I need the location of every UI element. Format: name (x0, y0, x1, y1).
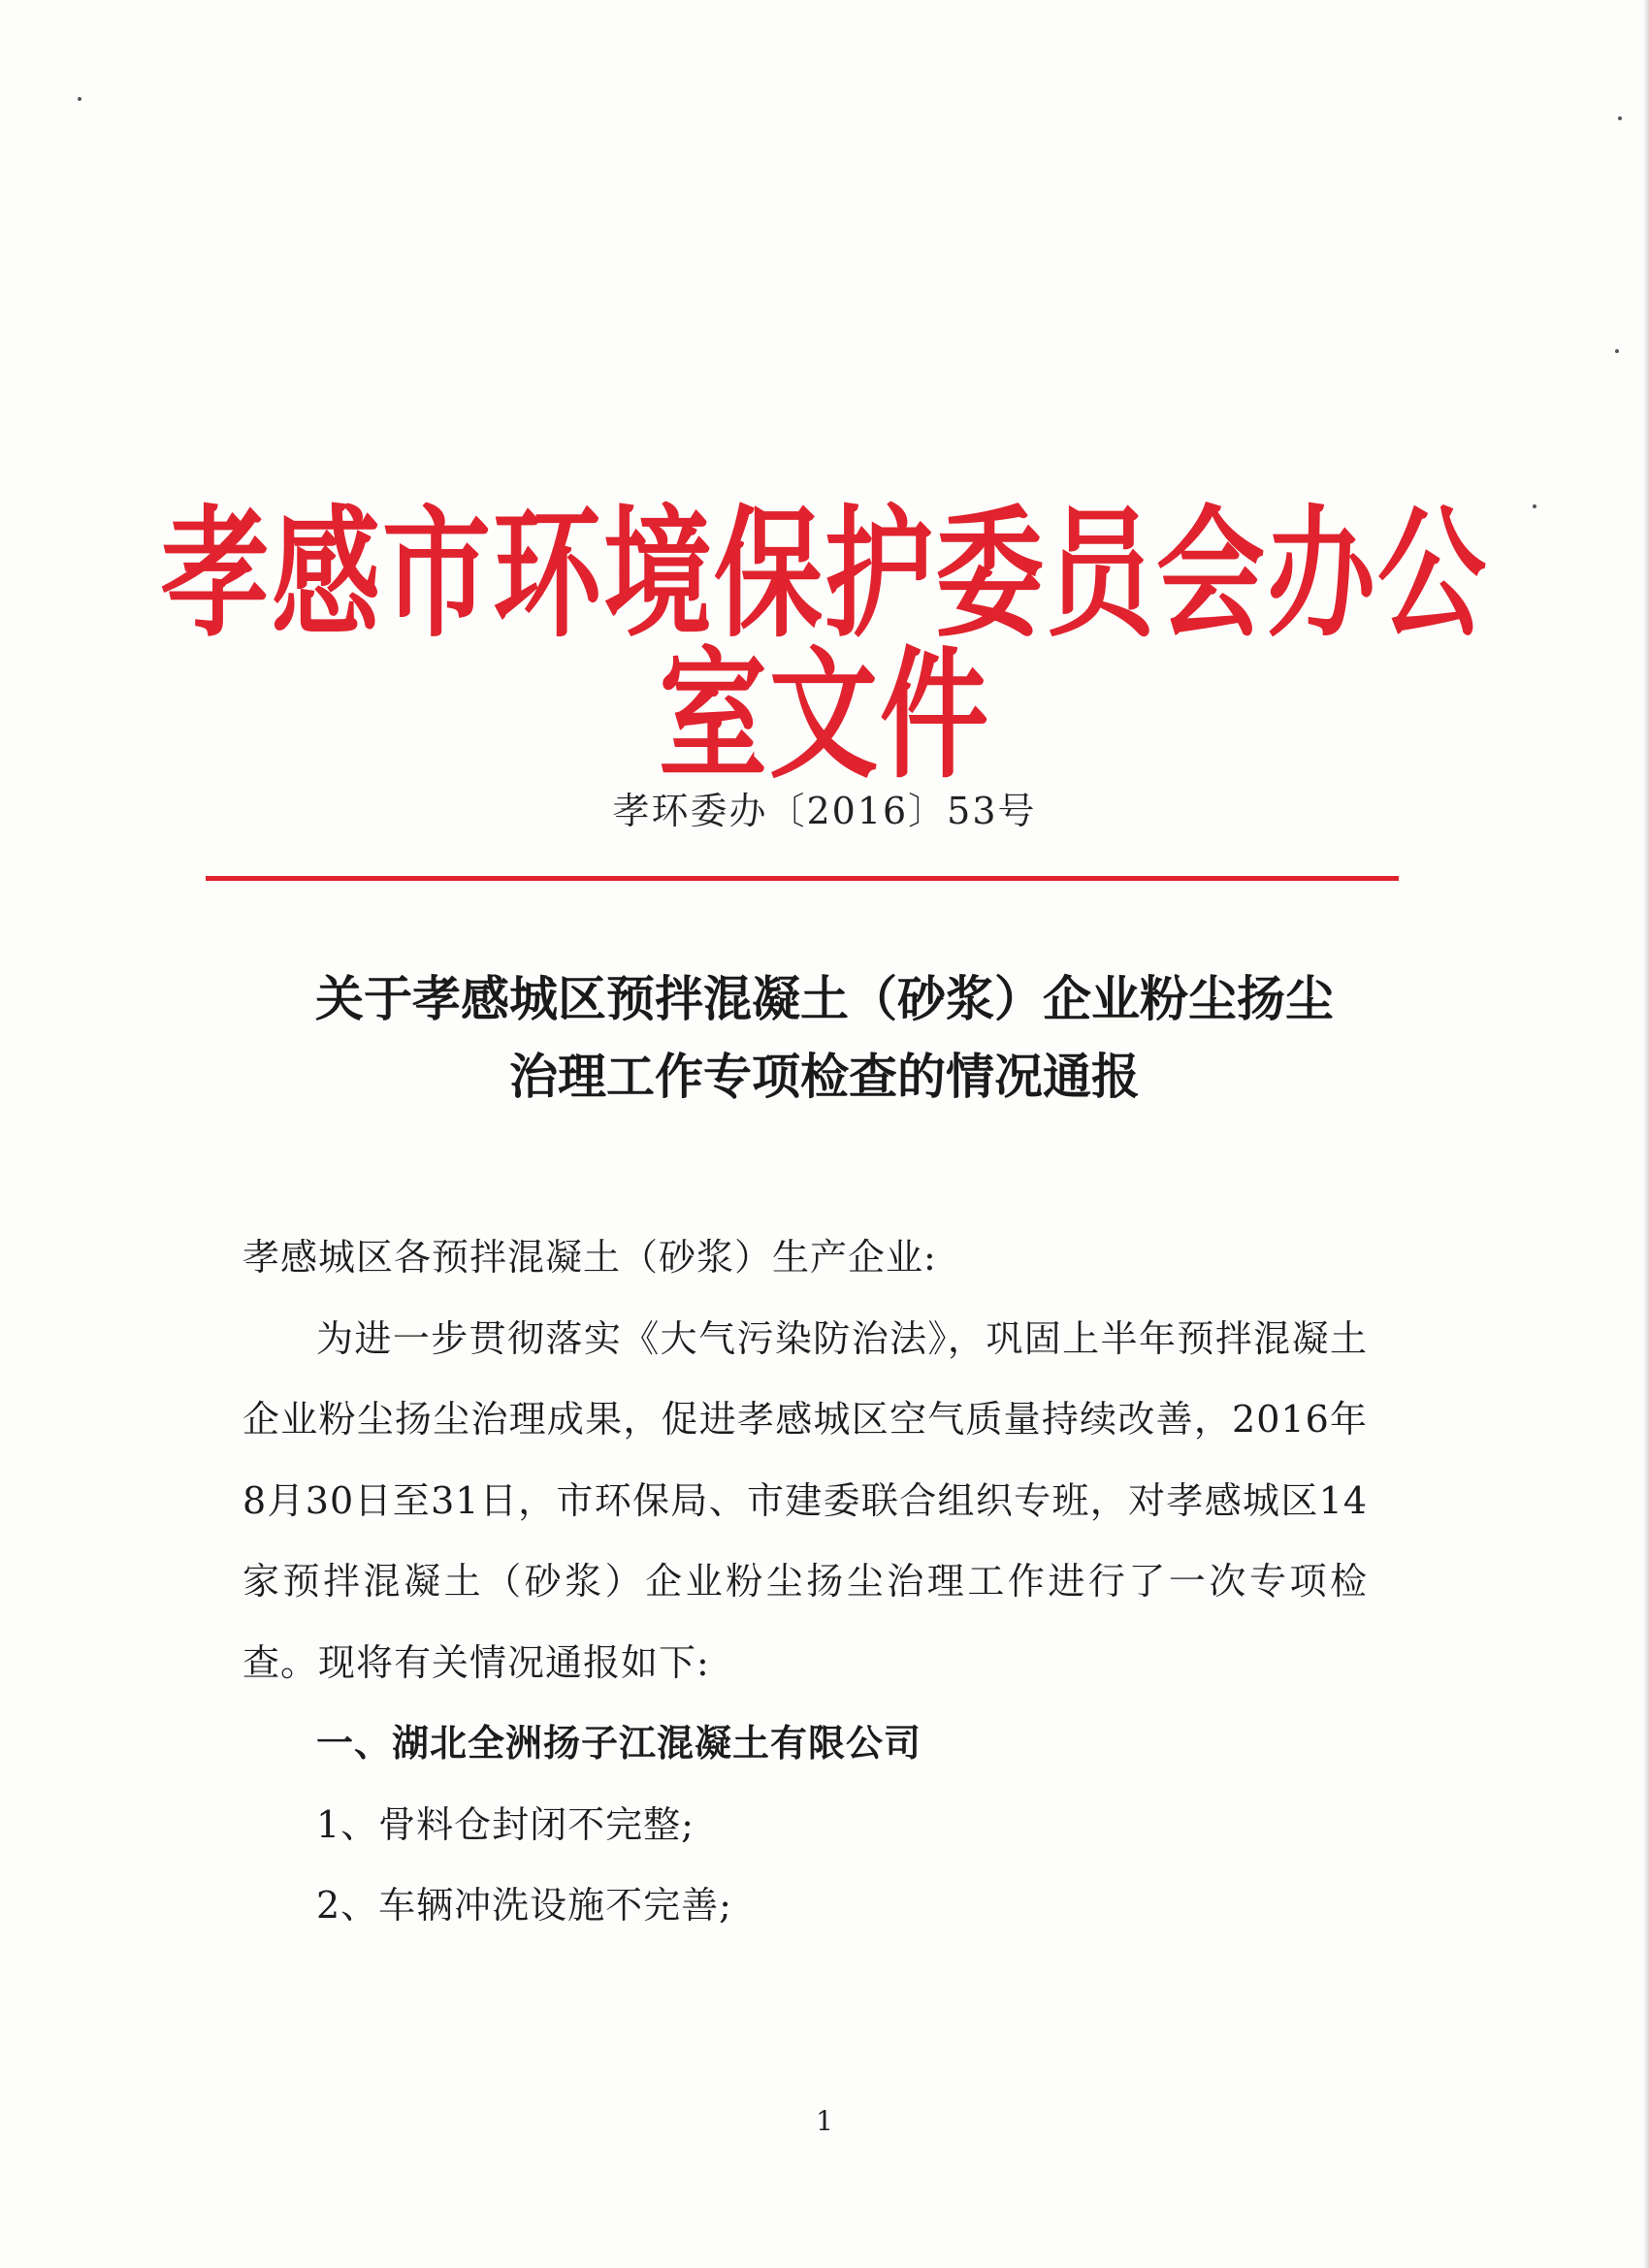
scan-speck (1533, 504, 1536, 508)
scan-speck (1618, 116, 1622, 120)
intro-paragraph: 为进一步贯彻落实《大气污染防治法》，巩固上半年预拌混凝土企业粉尘扬尘治理成果，促进孝感城区空气质量持续改善，2016年8月30日至31日，市环保局、市建委联合组织专班，对孝感城区14家预拌混凝土（砂浆）企业粉尘扬尘治理工作进行了一次专项检查。现将有关情况通报如下: (242, 1316, 1368, 1684)
title-line-1: 关于孝感城区预拌混凝土（砂浆）企业粉尘扬尘 (315, 971, 1334, 1027)
page-number: 1 (816, 2105, 833, 2137)
scan-speck (78, 97, 81, 101)
document-title (146, 960, 1504, 1116)
section-heading: 一、湖北全洲扬子江混凝土有限公司 (316, 1722, 922, 1765)
section-item: 1、骨料仓封闭不完整; (316, 1802, 695, 1846)
scan-speck (1615, 349, 1619, 353)
document-body (242, 1217, 1368, 1947)
document-masthead: 孝感市环境保护委员会办公室文件 (161, 493, 1488, 798)
title-line-2: 治理工作专项检查的情况通报 (509, 1049, 1140, 1105)
red-divider-rule (206, 876, 1399, 881)
scan-edge (1643, 0, 1649, 2268)
salutation: 孝感城区各预拌混凝土（砂浆）生产企业: (242, 1236, 937, 1279)
section-item: 2、车辆冲洗设施不完善; (316, 1884, 732, 1927)
document-number: 孝环委办〔2016〕53号 (612, 790, 1037, 832)
